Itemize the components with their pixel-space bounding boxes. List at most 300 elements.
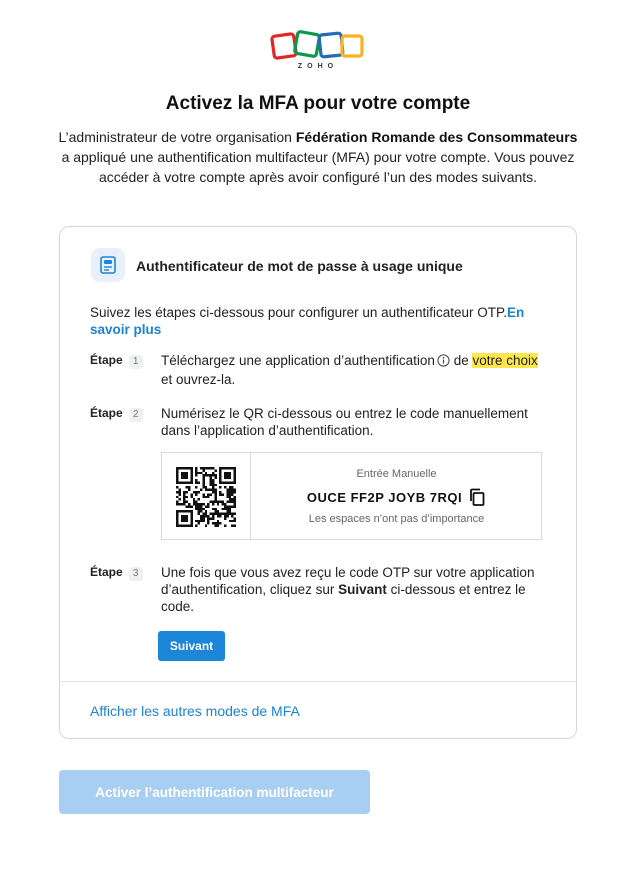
qr-module <box>176 486 178 488</box>
qr-module <box>202 484 204 486</box>
qr-module <box>176 503 178 505</box>
qr-module <box>226 496 228 498</box>
qr-module <box>195 501 197 503</box>
qr-module <box>188 503 190 505</box>
qr-module <box>229 520 231 522</box>
qr-module <box>222 467 224 469</box>
step-1-text-b: de <box>449 353 473 368</box>
qr-module <box>176 517 178 519</box>
qr-module <box>178 525 180 527</box>
qr-module <box>234 513 236 515</box>
qr-module <box>212 486 214 488</box>
qr-module <box>183 503 185 505</box>
qr-module <box>205 467 207 469</box>
qr-module <box>226 481 228 483</box>
manual-note: Les espaces n’ont pas d’importance <box>308 513 485 525</box>
qr-module <box>222 513 224 515</box>
qr-module <box>186 486 188 488</box>
qr-module <box>226 489 228 491</box>
card-divider <box>60 681 576 682</box>
qr-module <box>202 496 204 498</box>
qr-module <box>200 503 202 505</box>
qr-module <box>198 522 200 524</box>
next-button[interactable]: Suivant <box>158 631 225 661</box>
qr-module <box>229 501 231 503</box>
qr-module <box>181 503 183 505</box>
qr-module <box>214 469 216 471</box>
qr-module <box>198 481 200 483</box>
qr-module <box>226 501 228 503</box>
qr-module <box>219 491 221 493</box>
qr-module <box>214 491 216 493</box>
qr-module <box>176 513 178 515</box>
qr-code <box>176 467 236 527</box>
qr-module <box>231 505 233 507</box>
qr-module <box>186 515 188 517</box>
qr-module <box>186 474 188 476</box>
qr-module <box>210 501 212 503</box>
qr-module <box>212 479 214 481</box>
qr-module <box>212 513 214 515</box>
qr-module <box>195 474 197 476</box>
qr-module <box>212 481 214 483</box>
qr-module <box>217 515 219 517</box>
qr-module <box>183 501 185 503</box>
manual-entry-label: Entrée Manuelle <box>356 468 437 480</box>
qr-module <box>229 496 231 498</box>
info-icon[interactable] <box>437 354 450 371</box>
qr-module <box>226 477 228 479</box>
qr-module <box>200 467 202 469</box>
logo-text: ZOHO <box>297 63 339 70</box>
qr-module <box>195 503 197 505</box>
qr-module <box>190 479 192 481</box>
qr-module <box>183 472 185 474</box>
qr-module <box>226 513 228 515</box>
qr-module <box>190 481 192 483</box>
qr-module <box>231 486 233 488</box>
qr-module <box>202 493 204 495</box>
manual-code[interactable] <box>251 488 542 509</box>
qr-module <box>176 520 178 522</box>
qr-module <box>188 481 190 483</box>
qr-module <box>222 503 224 505</box>
qr-module <box>178 503 180 505</box>
qr-module <box>198 491 200 493</box>
qr-module <box>195 493 197 495</box>
qr-module <box>195 505 197 507</box>
qr-module <box>183 525 185 527</box>
qr-module <box>207 474 209 476</box>
qr-module <box>212 484 214 486</box>
qr-module <box>229 508 231 510</box>
other-mfa-modes-link[interactable]: Afficher les autres modes de MFA <box>90 703 300 719</box>
qr-module <box>195 481 197 483</box>
qr-module <box>198 505 200 507</box>
qr-module <box>178 489 180 491</box>
qr-module <box>217 525 219 527</box>
step-3-label <box>90 565 143 581</box>
qr-module <box>207 517 209 519</box>
qr-module <box>224 481 226 483</box>
qr-module <box>181 525 183 527</box>
qr-module <box>195 479 197 481</box>
qr-module <box>226 508 228 510</box>
qr-module <box>202 479 204 481</box>
qr-module <box>234 505 236 507</box>
qr-module <box>229 498 231 500</box>
qr-module <box>183 477 185 479</box>
qr-module <box>207 522 209 524</box>
qr-module <box>212 515 214 517</box>
qr-module <box>234 491 236 493</box>
qr-module <box>176 472 178 474</box>
qr-module <box>219 493 221 495</box>
qr-module <box>214 501 216 503</box>
qr-module <box>226 472 228 474</box>
qr-module <box>183 520 185 522</box>
qr-module <box>229 481 231 483</box>
qr-module <box>219 486 221 488</box>
qr-module <box>183 467 185 469</box>
step-2-label <box>90 406 143 422</box>
qr-module <box>234 477 236 479</box>
qr-module <box>234 481 236 483</box>
qr-module <box>181 477 183 479</box>
qr-module <box>183 481 185 483</box>
qr-module <box>207 520 209 522</box>
qr-module <box>202 508 204 510</box>
qr-module <box>202 477 204 479</box>
qr-module <box>229 477 231 479</box>
page-title: Activez la MFA pour votre compte <box>165 93 471 114</box>
qr-module <box>219 467 221 469</box>
qr-module <box>224 513 226 515</box>
intro-suffix: a appliqué une authentification multifacteur (MFA) pour votre compte. Vous pouvez accéder à votre compte après avoir configuré l’un des modes suivants. <box>61 149 575 185</box>
qr-module <box>200 520 202 522</box>
qr-module <box>200 517 202 519</box>
qr-module <box>234 479 236 481</box>
step-3-word: Étape <box>90 565 123 579</box>
qr-module <box>181 520 183 522</box>
qr-module <box>202 503 204 505</box>
qr-module <box>200 508 202 510</box>
qr-module <box>234 501 236 503</box>
qr-module <box>234 467 236 469</box>
qr-module <box>176 525 178 527</box>
qr-module <box>202 486 204 488</box>
copy-icon[interactable] <box>468 488 486 509</box>
qr-module <box>210 513 212 515</box>
qr-module <box>181 467 183 469</box>
qr-module <box>190 522 192 524</box>
qr-module <box>214 477 216 479</box>
qr-module <box>214 508 216 510</box>
step-1-highlight: votre choix <box>472 353 538 368</box>
intro-text <box>58 127 578 187</box>
qr-module <box>207 489 209 491</box>
qr-module <box>176 510 178 512</box>
qr-module <box>229 474 231 476</box>
qr-module <box>200 472 202 474</box>
qr-module <box>231 498 233 500</box>
qr-module <box>224 486 226 488</box>
qr-module <box>198 510 200 512</box>
qr-module <box>210 467 212 469</box>
qr-module <box>214 525 216 527</box>
qr-module <box>190 469 192 471</box>
activate-mfa-button[interactable]: Activer l’authentification multifacteur <box>59 770 370 814</box>
qr-module <box>224 515 226 517</box>
qr-module <box>226 491 228 493</box>
qr-module <box>181 515 183 517</box>
qr-module <box>176 522 178 524</box>
qr-module <box>212 474 214 476</box>
qr-module <box>176 479 178 481</box>
qr-module <box>202 520 204 522</box>
zoho-logo <box>268 28 368 72</box>
qr-module <box>224 525 226 527</box>
qr-module <box>188 510 190 512</box>
qr-module <box>186 472 188 474</box>
otp-authenticator-icon <box>91 248 125 282</box>
qr-module <box>188 486 190 488</box>
qr-module <box>214 510 216 512</box>
qr-module <box>202 474 204 476</box>
qr-module <box>231 520 233 522</box>
qr-module <box>190 510 192 512</box>
qr-module <box>190 513 192 515</box>
manual-entry <box>251 453 542 539</box>
qr-module <box>219 481 221 483</box>
step-2-word: Étape <box>90 406 123 420</box>
qr-module <box>186 517 188 519</box>
qr-module <box>181 510 183 512</box>
qr-module <box>219 515 221 517</box>
qr-module <box>224 508 226 510</box>
qr-module <box>195 520 197 522</box>
mfa-card <box>59 226 577 739</box>
step-1-label <box>90 353 143 369</box>
step-3-number: 3 <box>129 567 143 581</box>
qr-module <box>178 493 180 495</box>
qr-module <box>212 517 214 519</box>
qr-module <box>198 520 200 522</box>
qr-module <box>229 472 231 474</box>
qr-module <box>200 515 202 517</box>
qr-module <box>202 515 204 517</box>
qr-module <box>231 467 233 469</box>
qr-module <box>202 517 204 519</box>
qr-module <box>224 477 226 479</box>
qr-module <box>190 520 192 522</box>
qr-module <box>207 467 209 469</box>
qr-module <box>205 474 207 476</box>
qr-module <box>226 515 228 517</box>
qr-module <box>224 517 226 519</box>
qr-module <box>222 501 224 503</box>
qr-module <box>234 496 236 498</box>
qr-module <box>217 522 219 524</box>
qr-module <box>186 481 188 483</box>
qr-module <box>212 472 214 474</box>
qr-module <box>231 489 233 491</box>
step-2-text: Numérisez le QR ci-dessous ou entrez le code manuellement dans l’application d’authentification. <box>161 406 528 438</box>
qr-module <box>217 513 219 515</box>
qr-module <box>205 486 207 488</box>
qr-module <box>176 501 178 503</box>
qr-module <box>214 522 216 524</box>
qr-module <box>176 474 178 476</box>
qr-module <box>200 489 202 491</box>
qr-module <box>219 477 221 479</box>
qr-module <box>224 472 226 474</box>
qr-module <box>217 501 219 503</box>
qr-module <box>207 493 209 495</box>
qr-module <box>183 515 185 517</box>
qr-module <box>198 472 200 474</box>
qr-module <box>229 505 231 507</box>
zoho-logo-mark <box>268 28 368 64</box>
qr-module <box>207 505 209 507</box>
qr-module <box>234 469 236 471</box>
qr-module <box>178 481 180 483</box>
qr-module <box>234 498 236 500</box>
qr-module <box>217 510 219 512</box>
qr-module <box>198 508 200 510</box>
qr-module <box>219 472 221 474</box>
qr-module <box>193 498 195 500</box>
step-1-text <box>161 352 546 388</box>
qr-module <box>186 477 188 479</box>
qr-module <box>205 510 207 512</box>
qr-module <box>195 486 197 488</box>
qr-module <box>202 513 204 515</box>
step-1-text-a: Téléchargez une application d’authentification <box>161 353 435 368</box>
qr-module <box>176 467 178 469</box>
qr-module <box>210 517 212 519</box>
qr-module <box>217 520 219 522</box>
instructions-text: Suivez les étapes ci-dessous pour configurer un authentificateur OTP. <box>90 305 507 320</box>
step-3-text-b: ci-dessous et entrez le code. <box>161 582 526 614</box>
qr-module <box>212 508 214 510</box>
step-3-text <box>161 564 546 615</box>
qr-module <box>214 513 216 515</box>
qr-module <box>188 505 190 507</box>
qr-module <box>181 472 183 474</box>
qr-module <box>193 501 195 503</box>
qr-module <box>214 484 216 486</box>
qr-module <box>178 491 180 493</box>
qr-module <box>214 489 216 491</box>
qr-module <box>190 477 192 479</box>
qr-module <box>205 505 207 507</box>
qr-module <box>212 503 214 505</box>
qr-module <box>224 503 226 505</box>
qr-module <box>183 498 185 500</box>
step-3-text-a: Une fois que vous avez reçu le code OTP sur votre application d’authentification, cliquez sur <box>161 565 535 597</box>
manual-code-text[interactable]: OUCE FF2P JOYB 7RQI <box>306 490 463 505</box>
qr-module <box>202 481 204 483</box>
qr-module <box>224 467 226 469</box>
qr-module <box>181 474 183 476</box>
qr-module <box>202 469 204 471</box>
qr-module <box>186 525 188 527</box>
qr-module <box>224 474 226 476</box>
qr-module <box>195 525 197 527</box>
qr-module <box>205 472 207 474</box>
qr-module <box>214 496 216 498</box>
qr-module <box>188 467 190 469</box>
instructions <box>90 304 530 338</box>
qr-module <box>181 517 183 519</box>
qr-module <box>226 467 228 469</box>
auth-method-title: Authentificateur de mot de passe à usage unique <box>136 258 463 274</box>
qr-module <box>210 484 212 486</box>
qr-module <box>229 467 231 469</box>
qr-module <box>200 505 202 507</box>
qr-module <box>219 479 221 481</box>
learn-more-link[interactable]: En savoir plus <box>90 305 525 337</box>
qr-module <box>229 510 231 512</box>
qr-module <box>210 479 212 481</box>
qr-module <box>193 503 195 505</box>
qr-module <box>212 489 214 491</box>
qr-module <box>186 501 188 503</box>
qr-module <box>217 503 219 505</box>
qr-module <box>231 513 233 515</box>
qr-module <box>219 474 221 476</box>
qr-module <box>207 503 209 505</box>
qr-module <box>234 489 236 491</box>
step-2-number: 2 <box>129 408 143 422</box>
qr-module <box>214 498 216 500</box>
qr-module <box>176 477 178 479</box>
qr-module <box>234 474 236 476</box>
qr-module <box>176 491 178 493</box>
qr-module <box>219 513 221 515</box>
qr-module <box>190 467 192 469</box>
qr-module <box>205 513 207 515</box>
qr-module <box>214 474 216 476</box>
qr-module <box>219 522 221 524</box>
qr-module <box>190 505 192 507</box>
qr-module <box>207 496 209 498</box>
qr-module <box>214 493 216 495</box>
qr-module <box>178 498 180 500</box>
qr-module <box>190 525 192 527</box>
qr-module <box>183 493 185 495</box>
qr-module <box>210 489 212 491</box>
qr-module <box>212 467 214 469</box>
qr-module <box>222 493 224 495</box>
qr-module <box>207 515 209 517</box>
qr-module <box>176 481 178 483</box>
qr-module <box>183 517 185 519</box>
qr-module <box>210 481 212 483</box>
qr-module <box>231 481 233 483</box>
qr-module <box>186 491 188 493</box>
qr-module <box>186 505 188 507</box>
qr-module <box>195 508 197 510</box>
qr-module <box>195 467 197 469</box>
qr-module <box>178 510 180 512</box>
qr-module <box>231 515 233 517</box>
qr-module <box>176 469 178 471</box>
qr-module <box>222 481 224 483</box>
organization-name: Fédération Romande des Consommateurs <box>295 129 578 145</box>
qr-module <box>205 525 207 527</box>
